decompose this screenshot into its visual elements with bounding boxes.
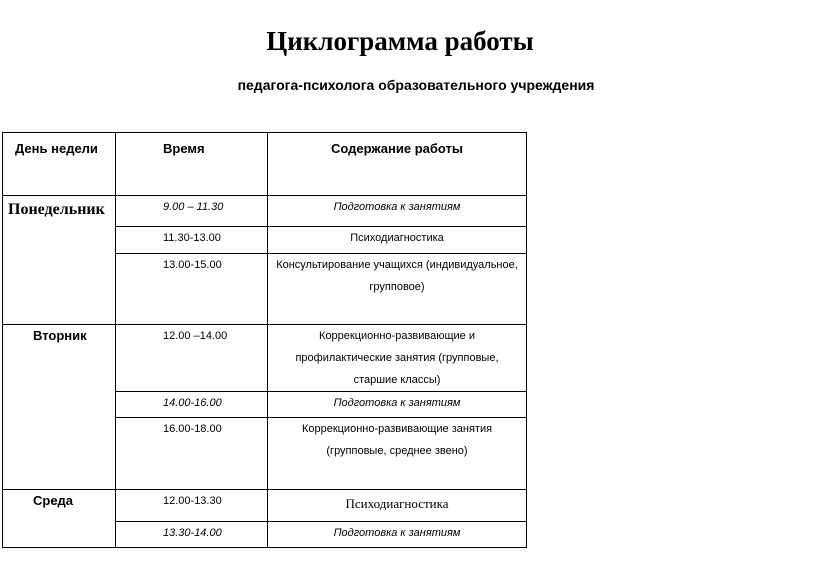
content-cell: Подготовка к занятиям: [268, 196, 527, 227]
time-cell: 12.00-13.30: [116, 490, 268, 522]
time-cell: 9.00 – 11.30: [116, 196, 268, 227]
time-cell: 13.00-15.00: [116, 254, 268, 325]
header-time: Время: [116, 133, 268, 196]
day-cell-monday: Понедельник: [3, 196, 116, 325]
schedule-table: [2, 132, 527, 548]
table-row: [3, 196, 527, 227]
content-cell: Консультирование учащихся (индивидуальное, групповое): [268, 254, 527, 325]
content-cell: Коррекционно-развивающие и профилактические занятия (групповые, старшие классы): [268, 325, 527, 392]
document-title: Циклограмма работы: [266, 26, 534, 56]
content-cell: Подготовка к занятиям: [268, 522, 527, 548]
content-cell: Коррекционно-развивающие занятия (групповые, среднее звено): [268, 418, 527, 490]
document-subtitle: педагога-психолога образовательного учреждения: [237, 77, 595, 93]
table-row: [3, 490, 527, 522]
day-cell-wednesday: Среда: [3, 490, 116, 548]
table-row: [3, 325, 527, 392]
table-header-row: [3, 133, 527, 196]
time-cell: 12.00 –14.00: [116, 325, 268, 392]
content-cell: Подготовка к занятиям: [268, 392, 527, 418]
day-cell-tuesday: Вторник: [3, 325, 116, 490]
time-cell: 16.00-18.00: [116, 418, 268, 490]
header-day: День недели: [3, 133, 116, 196]
content-cell: Психодиагностика: [268, 490, 527, 522]
header-content: Содержание работы: [268, 133, 527, 196]
content-cell: Психодиагностика: [268, 227, 527, 254]
time-cell: 14.00-16.00: [116, 392, 268, 418]
time-cell: 11.30-13.00: [116, 227, 268, 254]
time-cell: 13.30-14.00: [116, 522, 268, 548]
